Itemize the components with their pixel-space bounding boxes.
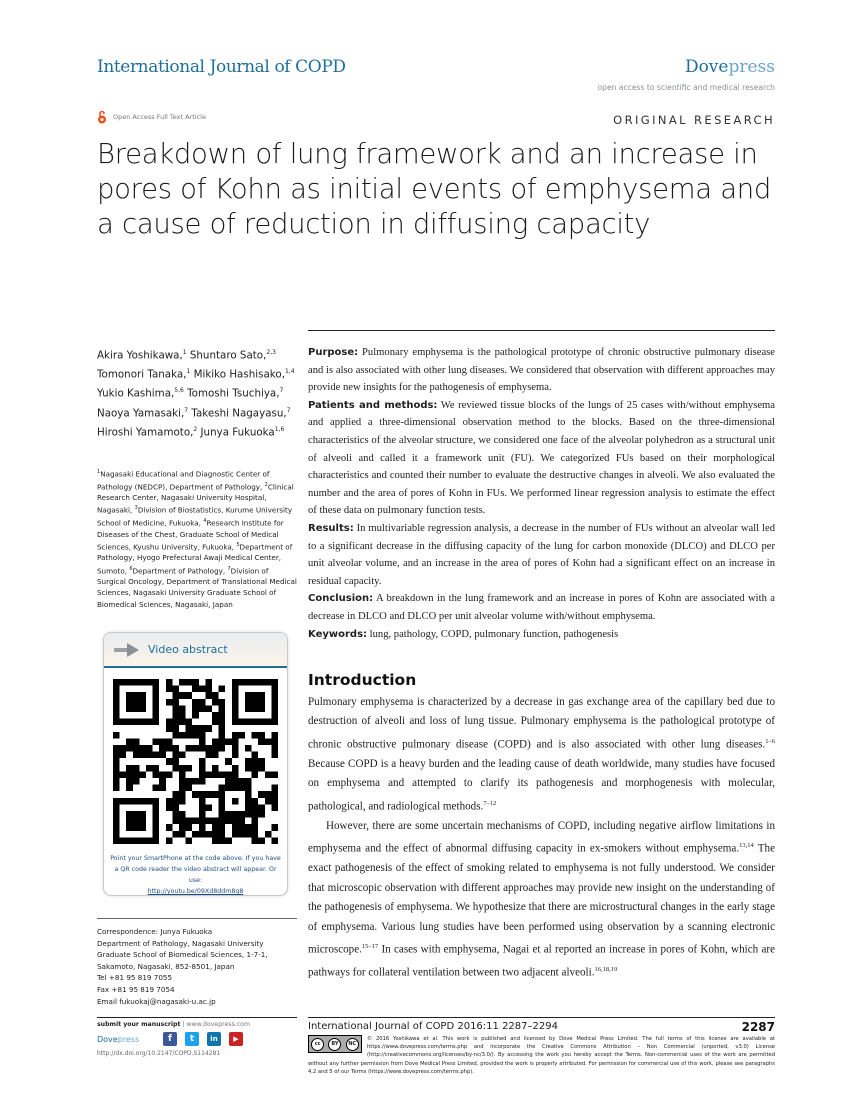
text-run: However, there are some uncertain mechanisms of COPD, including negative airflow limitations in emphysema and the effect of abnormal diffusing capacity in ex-smokers without emphysema. — [308, 819, 775, 855]
footer-brand[interactable] — [97, 1035, 155, 1044]
author-name: Tomonori Tanaka, — [97, 368, 187, 381]
youtube-icon[interactable]: ▶ — [229, 1032, 243, 1046]
author-affiliation-ref: 1 — [182, 349, 187, 356]
publisher-tagline: open access to scientific and medical research — [597, 83, 775, 92]
affiliation-text: Department of Pathology, — [132, 565, 228, 575]
footer-divider-right — [308, 1017, 775, 1018]
citation-ref[interactable]: 13,14 — [739, 842, 754, 850]
abstract-section-heading: Patients and methods: — [308, 399, 438, 411]
author-name: Naoya Yamasaki, — [97, 407, 185, 420]
author-affiliation-ref: 7 — [184, 406, 189, 414]
abstract-top-divider — [308, 330, 775, 331]
journal-name: International Journal of COPD — [97, 57, 346, 77]
author-affiliation-ref: 1 — [186, 368, 191, 376]
open-access-label: Open Access Full Text Article — [113, 113, 206, 121]
abstract-section-heading: Conclusion: — [308, 593, 374, 605]
publisher-logo-main: Dove — [684, 57, 729, 77]
video-abstract-header[interactable] — [104, 633, 287, 668]
divider — [97, 918, 297, 919]
abstract-section-heading: Purpose: — [308, 347, 359, 358]
video-abstract-box — [103, 632, 288, 896]
license-text-block — [308, 1035, 775, 1076]
abstract-section-text: In multivariable regression analysis, a decrease in the number of FUs without an alveolar wall led to a significant decrease in the diffusing capacity of the lung for carbon monoxide (DLCO) and DLCO per unit alveolar volume, and an increase in the area of pores of Kohn had a significant effect on an increase in residual capacity. — [308, 522, 775, 587]
author-name: Junya Fukuoka — [200, 426, 275, 439]
affiliation-text: Division of Biostatistics, Kurume University School of Medicine, Fukuoka, — [97, 505, 293, 528]
affiliation-number: 6 — [129, 565, 133, 572]
author-affiliation-ref: 2,3 — [266, 349, 276, 356]
citation-ref[interactable]: 16,18,19 — [594, 966, 618, 974]
affiliation-text: Division of Surgical Oncology, Department of Translational Medical Sciences, Nagasaki University Graduate School of Biomedical Sciences, Nagasaki, Japan — [97, 565, 297, 609]
affiliation-text: Clinical Research Center, Nagasaki University Hospital, Nagasaki, — [97, 481, 294, 515]
correspondence-line: Sakamoto, Nagasaki, 852-8501, Japan — [97, 961, 235, 971]
submit-url: | www.dovepress.com — [180, 1021, 250, 1028]
author-name: Shuntaro Sato, — [189, 349, 267, 362]
qr-code[interactable] — [113, 679, 278, 844]
author-affiliation-ref: 1,6 — [274, 425, 285, 433]
text-run: Pulmonary emphysema is characterized by a decrease in gas exchange area of the capillary bed due to destruction of alveoli and loss of lung tissue. Pulmonary emphysema is the pathological prototype of chronic obstructive pulmonary disease (COPD) and is also associated with other lung diseases. — [308, 696, 775, 751]
video-note-text: Point your SmartPhone at the code above. If you have a QR code reader the video abstract will appear. Or use: — [110, 855, 281, 884]
abstract-section-text: A breakdown in the lung framework and an increase in pores of Kohn are associated with a decrease in DLCO and DLCO per unit alveolar volume with/without emphysema. — [308, 593, 775, 622]
affiliation-number: 2 — [264, 481, 268, 488]
intro-paragraph-1 — [308, 693, 775, 817]
twitter-icon[interactable]: t — [185, 1032, 199, 1046]
license-text: © 2016 Yoshikawa et al. This work is published and licensed by Dove Medical Press Limited. The full terms of this license are available at https://www.dovepress.com/terms.php and incorporate the Creative Commons Attribution – Non Commercial (unported, v3.0) License (http://creativecommons.org/licenses/by-nc/3.0/). By accessing the work you hereby accept the Terms. Non-commercial uses of the work are permitted without any further permission from Dove Medical Press Limited, provided the work is properly attributed. For permission for commercial use of this work, please see paragraphs 4.2 and 5 of our Terms (https://www.dovepress.com/terms.php). — [308, 1036, 775, 1075]
abstract-section-heading: Results: — [308, 522, 354, 534]
author-affiliation-ref: 2 — [193, 425, 198, 433]
publisher-logo[interactable] — [685, 57, 775, 77]
arrow-right-icon — [114, 642, 140, 658]
author-name: Mikiko Hashisako, — [193, 368, 285, 381]
abstract-section-heading: Keywords: — [308, 628, 368, 640]
text-run: The exact pathogenesis of the effect of smoking related to emphysema is not fully understood. We consider that microscopic observation with different approaches may provide new insight on the understanding of the pathogenesis of emphysema. We hypothesize that there are microstructural changes in the early stage of emphysema. Various lung studies have been performed using observation by a scanning electronic microscope. — [308, 842, 775, 956]
brand-suffix: press — [117, 1034, 140, 1044]
submit-manuscript-link[interactable] — [97, 1021, 297, 1028]
open-access-lock-icon — [97, 110, 107, 124]
author-name: Takeshi Nagayasu, — [191, 407, 287, 420]
author-list — [97, 345, 297, 441]
nc-icon: NC — [346, 1038, 359, 1051]
video-abstract-link[interactable]: http://youtu.be/09Xd8ddm8g8 — [147, 888, 244, 895]
footer-right — [308, 1021, 775, 1076]
abstract-section — [308, 344, 775, 397]
affiliation-text: Department of Pathology, Hyogo Prefectural Awaji Medical Center, Sumoto, — [97, 542, 293, 575]
author-affiliation-ref: 7 — [286, 406, 291, 414]
correspondence-block — [97, 926, 297, 1007]
text-run: In cases with emphysema, Nagai et al reported an increase in pores of Kohn, which are pathways for collateral ventilation between two adjacent alveoli. — [308, 943, 775, 979]
affiliation-list — [97, 467, 297, 610]
correspondence-line[interactable]: Email fukuokaj@nagasaki-u.ac.jp — [97, 996, 216, 1006]
abstract-section-text: We reviewed tissue blocks of the lungs of 25 cases with/without emphysema and applied a three-dimensional observation method to the blocks. Based on the three-dimensional characteristics of the alveolar structure, we considered one face of the alveolar polyhedron as a structural unit of alveoli and called it a framework unit (FU). We categorized FUs based on their morphological characteristics and counted their number to evaluate the destructive changes in alveoli. We also evaluated the number and the area of pores of Kohn in FUs. We performed linear regression analysis to estimate the effect of these data on pulmonary function tests. — [308, 399, 775, 517]
citation-line: International Journal of COPD 2016:11 2287–2294 — [308, 1021, 558, 1032]
citation-ref[interactable]: 7–12 — [483, 799, 497, 807]
abstract-section — [308, 397, 775, 520]
video-abstract-note — [110, 853, 281, 897]
cc-icon: cc — [311, 1038, 324, 1051]
intro-paragraph-2 — [308, 817, 775, 983]
video-abstract-label: Video abstract — [148, 643, 228, 656]
article-title: Breakdown of lung framework and an increase in pores of Kohn as initial events of emphysema and a cause of reduction in diffusing capacity — [97, 138, 772, 240]
author-affiliation-ref: 5,6 — [174, 387, 184, 395]
creative-commons-badge[interactable] — [308, 1035, 362, 1053]
affiliation-number: 1 — [97, 469, 101, 475]
footer-divider-left — [97, 1017, 297, 1018]
affiliation-number: 5 — [236, 541, 240, 548]
abstract-section-text: Pulmonary emphysema is the pathological prototype of chronic obstructive pulmonary disease and is also associated with other lung diseases. We considered that observation with different approaches may provide new insights for the pathogenesis of emphysema. — [308, 347, 775, 394]
open-access-badge — [97, 110, 206, 124]
facebook-icon[interactable]: f — [163, 1032, 177, 1046]
affiliation-number: 7 — [227, 565, 231, 572]
affiliation-text: Nagasaki Educational and Diagnostic Center of Pathology (NEDCP), Department of Pathology, — [97, 469, 270, 491]
author-name: Tomoshi Tsuchiya, — [187, 387, 280, 400]
introduction-heading: Introduction — [308, 671, 417, 689]
footer-left — [97, 1021, 297, 1057]
introduction-body — [308, 693, 775, 983]
correspondence-line: Correspondence: Junya Fukuoka — [97, 927, 213, 936]
article-type: ORIGINAL RESEARCH — [613, 113, 775, 127]
affiliation-number: 4 — [203, 517, 207, 524]
linkedin-icon[interactable]: in — [207, 1032, 221, 1046]
text-run: Because COPD is a heavy burden and the leading cause of death worldwide, many studies have focused on emphysema and attempted to clarify its pathogenesis and morphogenesis with molecular, pathological, and radiological methods. — [308, 757, 775, 813]
publisher-logo-suffix: press — [728, 57, 775, 77]
abstract-section — [308, 626, 775, 644]
correspondence-line: Department of Pathology, Nagasaki University — [97, 938, 264, 948]
author-affiliation-ref: 7 — [279, 387, 284, 395]
correspondence-line: Tel +81 95 819 7055 — [97, 973, 173, 983]
correspondence-line: Graduate School of Biomedical Sciences, 1-7-1, — [97, 950, 268, 960]
by-icon: BY — [328, 1038, 341, 1051]
abstract — [308, 344, 775, 643]
author-name: Yukio Kashima, — [97, 387, 175, 400]
citation-ref[interactable]: 1–6 — [765, 737, 775, 745]
correspondence-line: Fax +81 95 819 7054 — [97, 984, 175, 994]
abstract-section-text: lung, pathology, COPD, pulmonary function, pathogenesis — [367, 628, 619, 640]
citation-ref[interactable]: 15–17 — [361, 942, 379, 950]
submit-label: submit your manuscript — [97, 1021, 181, 1028]
page-number: 2287 — [741, 1020, 775, 1034]
abstract-section — [308, 590, 775, 625]
author-name: Akira Yoshikawa, — [97, 349, 183, 362]
abstract-section — [308, 520, 775, 590]
author-affiliation-ref: 1,4 — [284, 368, 295, 376]
author-name: Hiroshi Yamamoto, — [97, 426, 194, 439]
affiliation-number: 3 — [134, 505, 138, 512]
brand-main: Dove — [97, 1034, 118, 1044]
affiliation-text: Research Institute for Diseases of the Chest, Graduate School of Medical Sciences, Kyushu University, Fukuoka, — [97, 518, 284, 552]
doi-link[interactable]: http://dx.doi.org/10.2147/COPD.S114281 — [97, 1050, 221, 1057]
